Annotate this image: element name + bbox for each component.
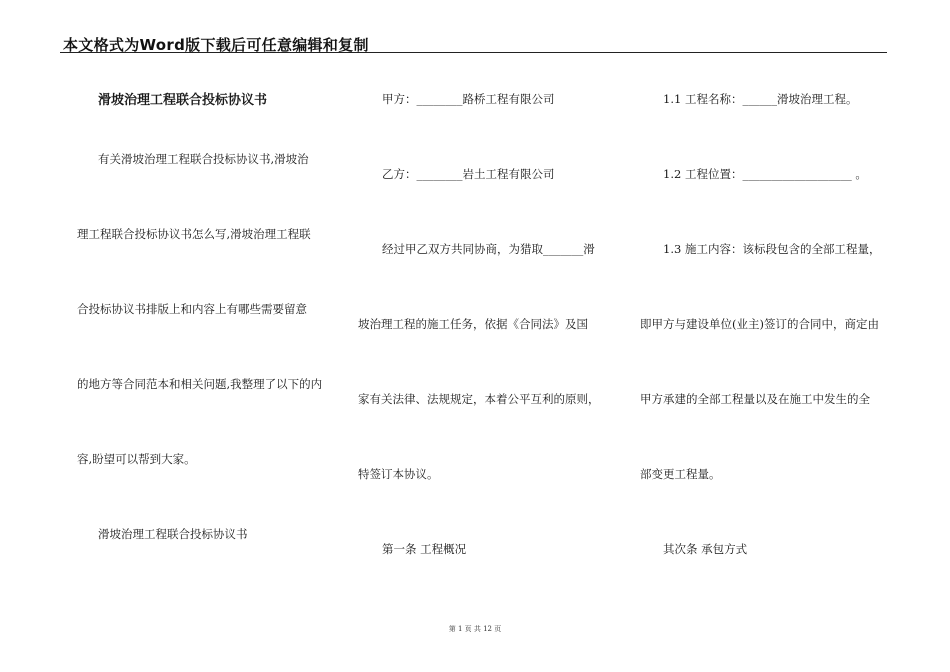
text-line: 有关滑坡治理工程联合投标协议书,滑坡治	[98, 152, 309, 166]
text-line: 部变更工程量。	[640, 467, 721, 481]
header-rule	[60, 52, 887, 53]
text-line: 的地方等合同范本和相关问题,我整理了以下的内	[77, 377, 323, 391]
text-line: 家有关法律、法规规定，本着公平互利的原则，	[358, 392, 600, 406]
clause-line: 1.3 施工内容：该标段包含的全部工程量，	[663, 242, 881, 256]
text-line: 容,盼望可以帮到大家。	[77, 452, 196, 466]
text-line: 特签订本协议。	[358, 467, 439, 481]
text-line: 即甲方与建设单位(业主)签订的合同中，商定由	[640, 317, 879, 331]
text-line: 坡治理工程的施工任务，依据《合同法》及国	[358, 317, 588, 331]
article-heading: 其次条 承包方式	[663, 542, 748, 556]
document-title: 滑坡治理工程联合投标协议书	[98, 93, 268, 108]
text-line: 理工程联合投标协议书怎么写,滑坡治理工程联	[77, 227, 311, 241]
subheading: 滑坡治理工程联合投标协议书	[98, 527, 248, 541]
text-line: 经过甲乙双方共同协商，为猎取_______滑	[382, 242, 595, 256]
party-b-line: 乙方：________岩土工程有限公司	[382, 167, 555, 181]
clause-line: 1.1 工程名称：______滑坡治理工程。	[663, 92, 858, 106]
article-heading: 第一条 工程概况	[382, 542, 467, 556]
text-line: 甲方承建的全部工程量以及在施工中发生的全	[640, 392, 870, 406]
page-number: 第 1 页 共 12 页	[448, 625, 502, 633]
party-a-line: 甲方：________路桥工程有限公司	[382, 92, 555, 106]
clause-line: 1.2 工程位置：___________________ 。	[663, 167, 867, 181]
text-line: 合投标协议书排版上和内容上有哪些需要留意	[77, 302, 307, 316]
header-title: 本文格式为Word版下载后可任意编辑和复制	[63, 36, 369, 54]
